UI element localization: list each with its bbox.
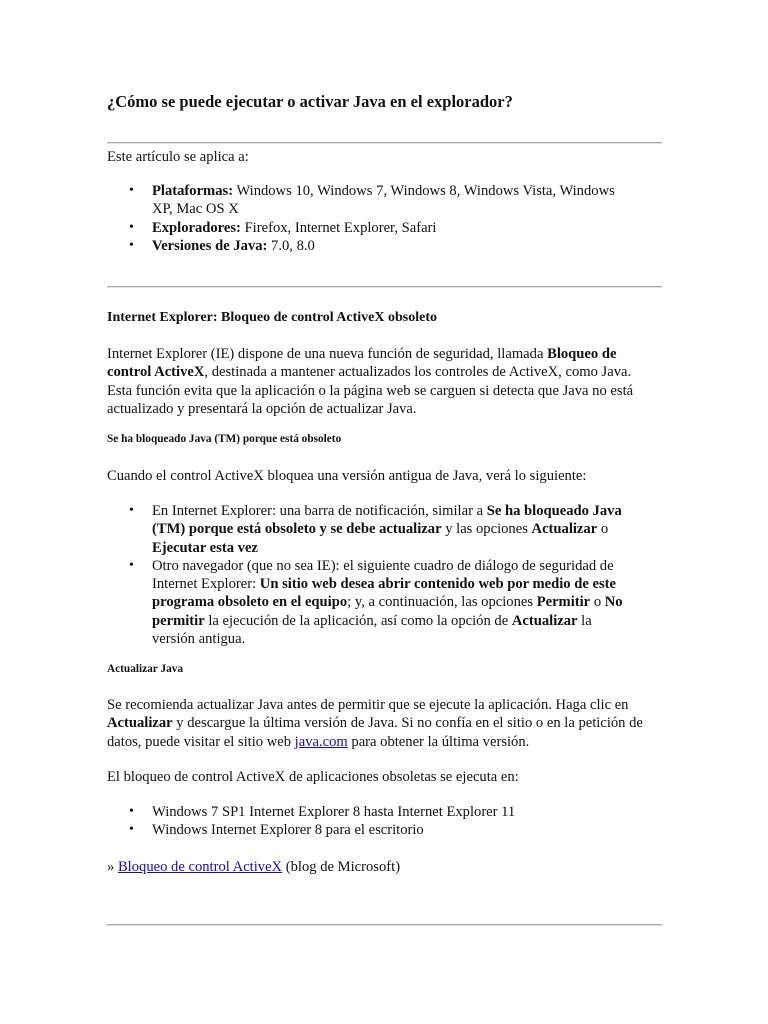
runs-on-list — [107, 803, 635, 840]
paragraph: Internet Explorer (IE) dispone de una nueva función de seguridad, llamada Bloqueo de control ActiveX, destinada a mantener actualizados los controles de ActiveX, como Java. Esta función evita que la aplicación o la página web se carguen si detecta que Java no está actualizado y presentará la opción de actualizar Java. — [107, 346, 634, 417]
list-item: • Windows Internet Explorer 8 para el escritorio — [107, 821, 635, 839]
subheading: Actualizar Java — [107, 663, 184, 675]
list-item: • Exploradores: Firefox, Internet Explorer, Safari — [107, 219, 635, 237]
applies-list — [107, 182, 635, 255]
more-info: » Bloqueo de control ActiveX (blog de Microsoft) — [107, 859, 401, 875]
list-item: • Versiones de Java: 7.0, 8.0 — [107, 237, 635, 255]
paragraph: El bloqueo de control ActiveX de aplicaciones obsoletas se ejecuta en: — [107, 769, 519, 785]
section-heading: Internet Explorer: Bloqueo de control ActiveX obsoleto — [107, 310, 438, 325]
applies-intro: Este artículo se aplica a: — [107, 149, 249, 165]
activex-blog-link[interactable]: Bloqueo de control ActiveX — [117, 859, 283, 875]
paragraph: Se recomienda actualizar Java antes de permitir que se ejecute la aplicación. Haga clic en Actualizar y descargue la última versión de Java. Si no confía en el sitio o en la petición de datos, puede visitar el sitio web java.com para obtener la última versión. — [107, 697, 643, 750]
paragraph: Cuando el control ActiveX bloquea una versión antigua de Java, verá lo siguiente: — [107, 468, 587, 484]
divider — [107, 924, 662, 926]
java-com-link[interactable]: java.com — [294, 733, 348, 750]
divider — [107, 286, 662, 288]
subheading: Se ha bloqueado Java (TM) porque está obsoleto — [107, 433, 342, 445]
behavior-list — [107, 502, 635, 648]
page-title: ¿Cómo se puede ejecutar o activar Java en el explorador? — [107, 92, 513, 111]
list-item: • Plataformas: Windows 10, Windows 7, Windows 8, Windows Vista, Windows XP, Mac OS X — [107, 182, 635, 219]
list-item: • En Internet Explorer: una barra de notificación, similar a Se ha bloqueado Java (TM) porque está obsoleto y se debe actualizar y las opciones Actualizar o Ejecutar esta vez — [107, 502, 635, 557]
list-item: • Windows 7 SP1 Internet Explorer 8 hasta Internet Explorer 11 — [107, 803, 635, 821]
divider — [107, 142, 662, 144]
list-item: • Otro navegador (que no sea IE): el siguiente cuadro de diálogo de seguridad de Internet Explorer: Un sitio web desea abrir contenido web por medio de este programa obsoleto en el equipo; y, a continuación, las opciones Permitir o No permitir la ejecución de la aplicación, así como la opción de Actualizar la versión antigua. — [107, 557, 635, 648]
